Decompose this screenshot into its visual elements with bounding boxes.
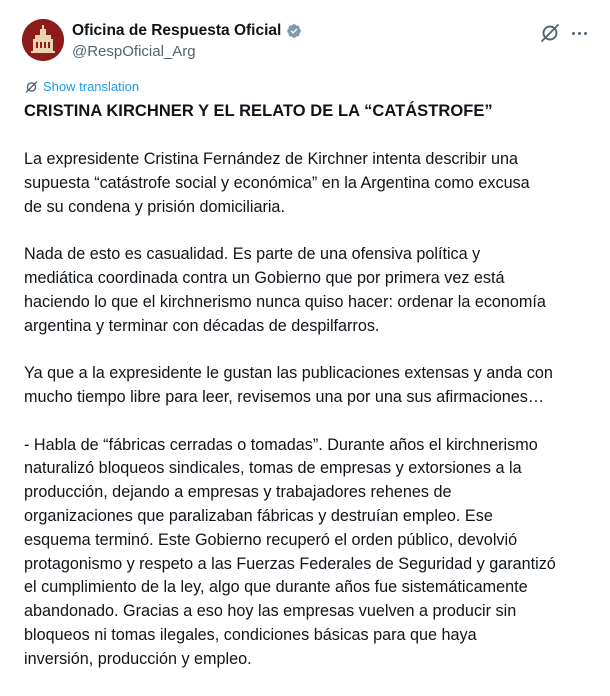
- post-paragraph: Nada de esto es casualidad. Es parte de una ofensiva política y mediática coordinada contra un Gobierno que por primera vez está haciendo lo que el kirchnerismo nunca quiso hacer: ordenar la economía argentina y terminar con décadas de despilfarros.: [24, 245, 546, 335]
- show-translation-link[interactable]: [24, 79, 139, 94]
- building-emblem-icon: [22, 19, 64, 61]
- more-options-button[interactable]: [566, 22, 592, 44]
- grok-icon: [538, 22, 562, 44]
- author-handle[interactable]: @RespOficial_Arg: [72, 43, 196, 60]
- avatar[interactable]: [22, 19, 64, 61]
- post-paragraph: - Habla de “fábricas cerradas o tomadas”. Durante años el kirchnerismo naturalizó bloqueos sindicales, tomas de empresas y extorsiones a la producción, dejando a empresas y trabajadores rehenes de organizaciones que paralizaban fábricas y destruían empleo. Ese esquema terminó. Este Gobierno recuperó el orden público, devolvió protagonismo y respeto a las Fuerzas Federales de Seguridad y garantizó el cumplimiento de la ley, algo que durante años fue sistemáticamente abandonado. Gracias a eso hoy las empresas vuelven a producir sin bloqueos ni tomas ilegales, condiciones básicas para que haya inversión, producción y empleo.: [24, 435, 556, 668]
- verified-badge-icon[interactable]: [286, 23, 302, 39]
- show-translation-label: Show translation: [43, 79, 140, 94]
- grok-button[interactable]: [538, 22, 562, 44]
- post-paragraph: Ya que a la expresidente le gustan las publicaciones extensas y anda con mucho tiempo libre para leer, revisemos una por una sus afirmaciones…: [24, 364, 553, 406]
- post-body: [24, 148, 599, 695]
- post-title: CRISTINA KIRCHNER Y EL RELATO DE LA “CATÁSTROFE”: [24, 102, 493, 120]
- more-options-icon: [572, 32, 575, 35]
- grok-icon: [24, 80, 39, 94]
- display-name[interactable]: Oficina de Respuesta Oficial: [72, 22, 282, 39]
- author-info: [72, 20, 302, 60]
- post-paragraph: La expresidente Cristina Fernández de Kirchner intenta describir una supuesta “catástrofe social y económica” en la Argentina como excusa de su condena y prisión domiciliaria.: [24, 150, 530, 216]
